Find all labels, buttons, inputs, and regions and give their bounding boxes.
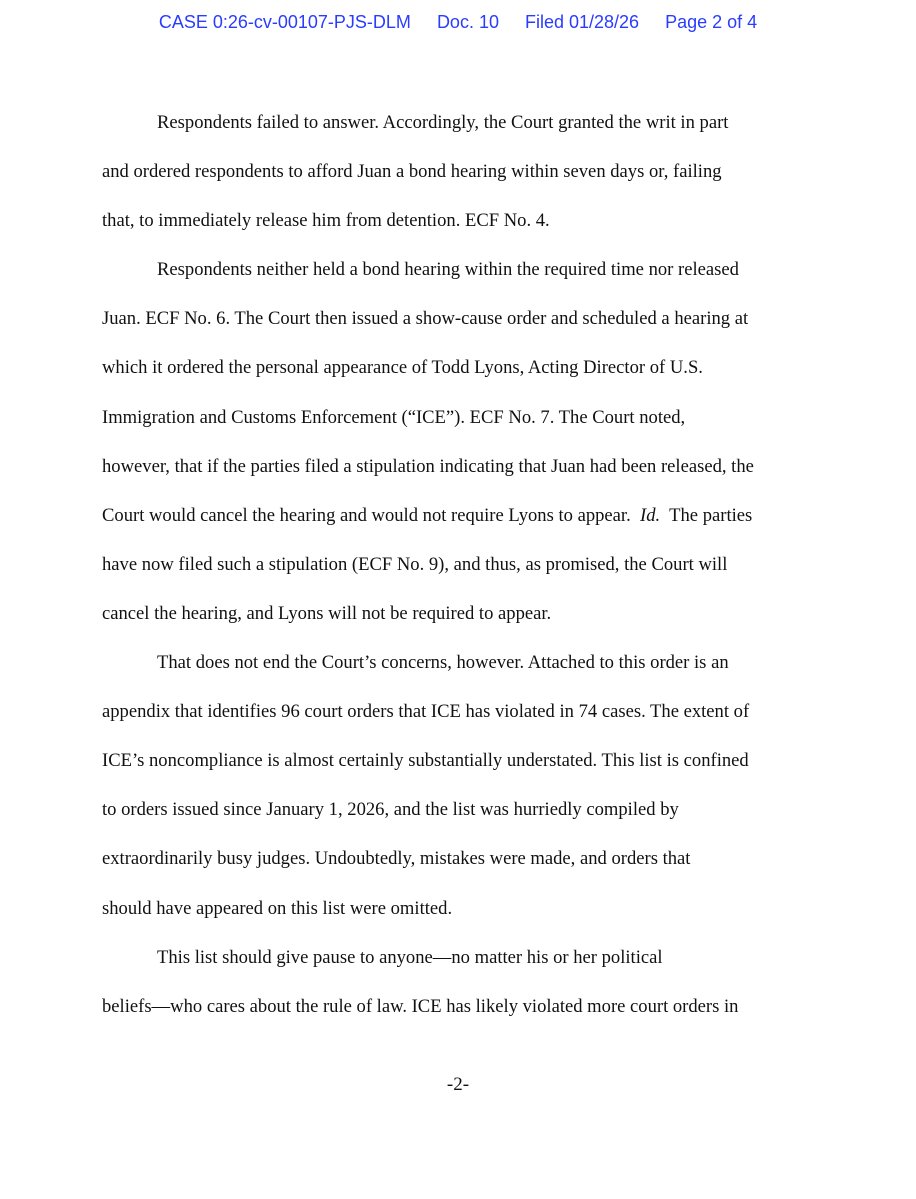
paragraph-line: appendix that identifies 96 court orders that ICE has violated in 74 cases. The extent of [102, 701, 750, 723]
paragraph-line-text: Court would cancel the hearing and would not require Lyons to appear. [102, 504, 631, 526]
paragraph-line: cancel the hearing, and Lyons will not be required to appear. [102, 602, 552, 624]
paragraph-line: have now filed such a stipulation (ECF No. 9), and thus, as promised, the Court will [102, 553, 728, 575]
document-body [102, 98, 822, 1031]
case-number: CASE 0:26-cv-00107-PJS-DLM [158, 12, 411, 32]
paragraph-line: and ordered respondents to afford Juan a bond hearing within seven days or, failing [102, 161, 722, 183]
paragraph-line: which it ordered the personal appearance of Todd Lyons, Acting Director of U.S. [102, 357, 703, 379]
id-citation: Id. [640, 504, 661, 526]
paragraph-line: Immigration and Customs Enforcement (“ICE”). ECF No. 7. The Court noted, [102, 406, 686, 428]
paragraph-line: however, that if the parties filed a stipulation indicating that Juan had been released, the [102, 455, 754, 477]
paragraph-3 [102, 638, 822, 933]
paragraph-line: extraordinarily busy judges. Undoubtedly, mistakes were made, and orders that [102, 848, 691, 870]
paragraph-2 [102, 245, 822, 638]
paragraph-line: that, to immediately release him from detention. ECF No. 4. [102, 210, 550, 232]
paragraph-line-with-citation [102, 491, 822, 540]
paragraph-line: ICE’s noncompliance is almost certainly substantially understated. This list is confined [102, 750, 749, 772]
page-number: -2- [446, 1074, 470, 1095]
paragraph-line: Respondents failed to answer. Accordingly, the Court granted the writ in part [157, 112, 729, 133]
paragraph-line: should have appeared on this list were omitted. [102, 897, 453, 919]
document-number: Doc. 10 [436, 12, 499, 32]
paragraph-line: That does not end the Court’s concerns, however. Attached to this order is an [157, 652, 729, 674]
paragraph-line: to orders issued since January 1, 2026, and the list was hurriedly compiled by [102, 799, 679, 821]
paragraph-line-tail: The parties [669, 504, 753, 526]
filed-date: Filed 01/28/26 [524, 12, 640, 32]
paragraph-line: Juan. ECF No. 6. The Court then issued a show-cause order and scheduled a hearing at [102, 308, 749, 330]
paragraph-line: This list should give pause to anyone—no matter his or her political [157, 946, 663, 968]
paragraph-line: Respondents neither held a bond hearing within the required time nor released [157, 259, 739, 281]
paragraph-1 [102, 98, 822, 245]
paragraph-4 [102, 933, 822, 1031]
paragraph-line: beliefs—who cares about the rule of law. ICE has likely violated more court orders in [102, 995, 739, 1017]
court-filing-header [0, 12, 916, 33]
page-indicator: Page 2 of 4 [665, 12, 758, 32]
